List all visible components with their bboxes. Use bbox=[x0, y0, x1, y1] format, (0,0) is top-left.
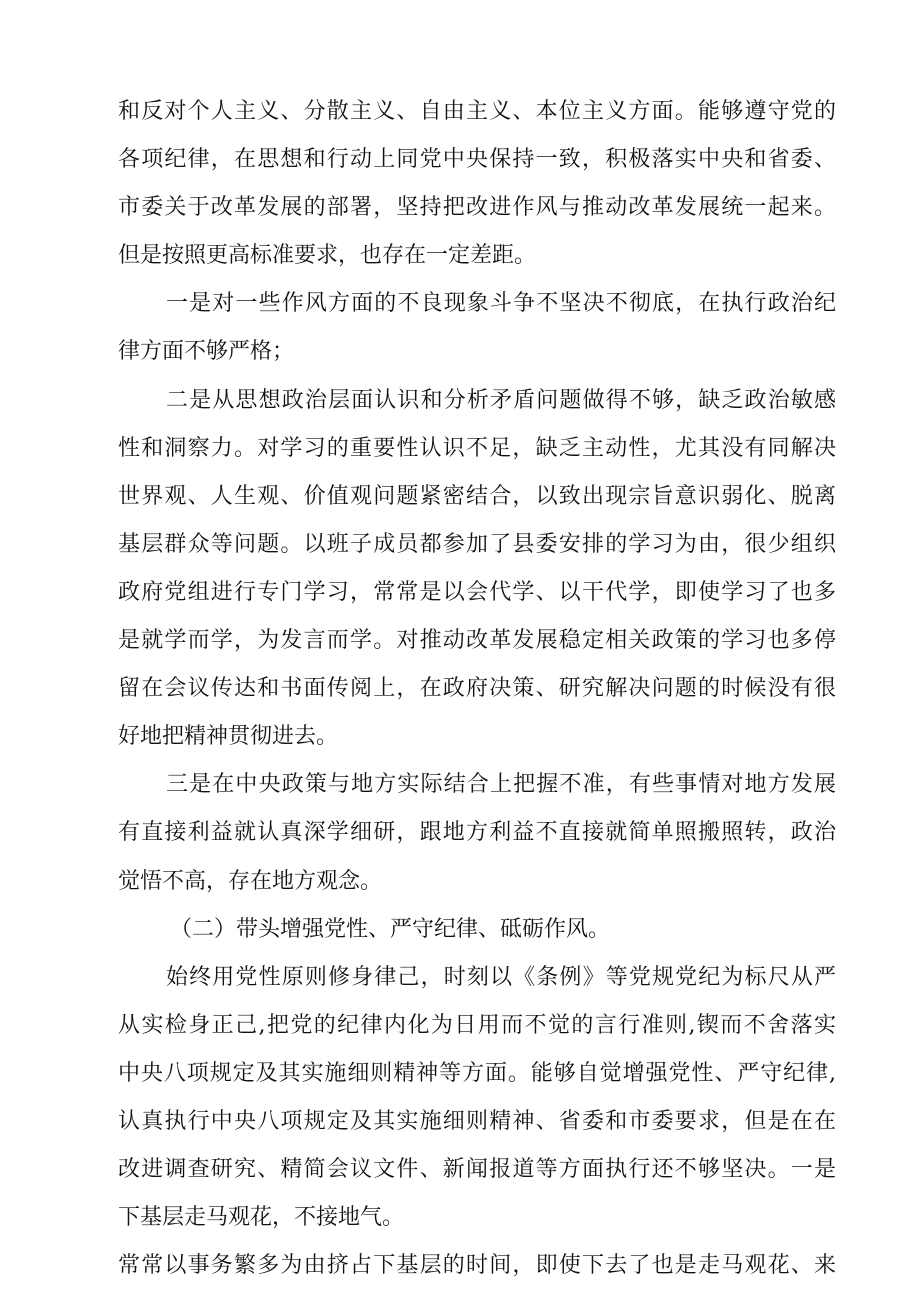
text-line: 是就学而学，为发言而学。对推动改革发展稳定相关政策的学习也多停 bbox=[118, 628, 836, 654]
text-line: 基层群众等问题。以班子成员都参加了县委安排的学习为由，很少组织 bbox=[118, 531, 836, 557]
text-line: 下基层走马观花，不接地气。 bbox=[118, 1205, 405, 1231]
text-line: 始终用党性原则修身律己，时刻以《条例》等党规党纪为标尺从严 bbox=[166, 964, 836, 990]
text-line: 有直接利益就认真深学细研，跟地方利益不直接就简单照搬照转，政治 bbox=[118, 820, 836, 846]
text-line: 好地把精神贯彻进去。 bbox=[118, 724, 339, 750]
text-line: 觉悟不高，存在地方观念。 bbox=[118, 868, 383, 894]
text-line: 中央八项规定及其实施细则精神等方面。能够自觉增强党性、严守纪律, bbox=[118, 1060, 836, 1086]
text-line: 认真执行中央八项规定及其实施细则精神、省委和市委要求，但是在在 bbox=[118, 1108, 836, 1134]
text-line: 从实检身正己,把党的纪律内化为日用而不觉的言行准则,锲而不舍落实 bbox=[118, 1012, 836, 1038]
text-line: 常常以事务繁多为由挤占下基层的时间，即使下去了也是走马观花、来 bbox=[118, 1253, 836, 1279]
text-line: 各项纪律，在思想和行动上同党中央保持一致，积极落实中央和省委、 bbox=[118, 147, 836, 173]
text-line: 市委关于改革发展的部署，坚持把改进作风与推动改革发展统一起来。 bbox=[118, 195, 836, 221]
text-line: 但是按照更高标准要求，也存在一定差距。 bbox=[118, 243, 537, 269]
text-line: 律方面不够严格； bbox=[118, 339, 295, 365]
text-line: 二是从思想政治层面认识和分析矛盾问题做得不够，缺乏政治敏感 bbox=[166, 387, 836, 413]
text-line: 三是在中央政策与地方实际结合上把握不准，有些事情对地方发展 bbox=[166, 772, 836, 798]
text-line: 和反对个人主义、分散主义、自由主义、本位主义方面。能够遵守党的 bbox=[118, 99, 836, 124]
text-line: 性和洞察力。对学习的重要性认识不足，缺乏主动性，尤其没有同解决 bbox=[118, 435, 836, 461]
text-line: 留在会议传达和书面传阅上，在政府决策、研究解决问题的时候没有很 bbox=[118, 676, 836, 702]
text-line: 世界观、人生观、价值观问题紧密结合，以致出现宗旨意识弱化、脱离 bbox=[118, 483, 836, 509]
section-heading: （二）带头增强党性、严守纪律、砥砺作风。 bbox=[170, 916, 611, 942]
body-text bbox=[118, 88, 836, 1290]
text-line: 一是对一些作风方面的不良现象斗争不坚决不彻底，在执行政治纪 bbox=[166, 291, 836, 317]
text-line: 改进调查研究、精简会议文件、新闻报道等方面执行还不够坚决。一是 bbox=[118, 1157, 836, 1183]
text-line: 政府党组进行专门学习，常常是以会代学、以干代学，即使学习了也多 bbox=[118, 579, 836, 605]
